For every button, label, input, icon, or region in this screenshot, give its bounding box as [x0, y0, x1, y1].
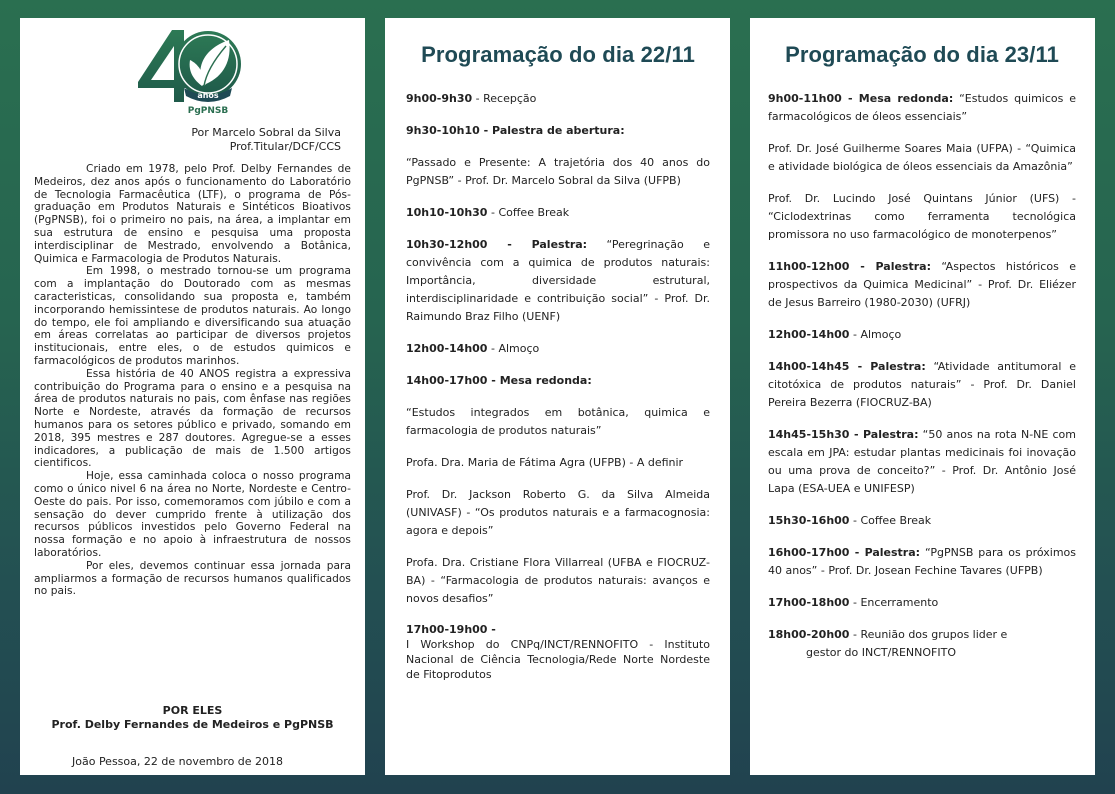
- item-label: Palestra:: [863, 428, 919, 441]
- item-text: “Peregrinação e convivência com a quimica de produtos naturais: Importância, diversidade estrutural, interdisciplinaridade e contribuição social” - Prof. Dr. Raimundo Braz Filho (UENF): [406, 238, 710, 323]
- item-text: Prof. Dr. Lucindo José Quintans Júnior (UFS) - “Ciclodextrinas como ferramenta tecnológica promissora no uso farmacológico de monoterpenos”: [768, 192, 1076, 241]
- item-text: “50 anos na rota N-NE com escala em JPA: estudar plantas medicinais foi inovação ou uma prova de conceito?” - Prof. Dr. Antônio José Lapa (ESA-UEA e UNIFESP): [768, 428, 1076, 495]
- separator: -: [849, 546, 865, 559]
- schedule-item: [406, 454, 710, 472]
- item-label: Palestra:: [864, 546, 921, 559]
- item-text: Almoço: [860, 328, 902, 341]
- item-text: Encerramento: [860, 596, 939, 609]
- schedule-day-23: [750, 18, 1095, 775]
- separator: -: [487, 342, 499, 355]
- schedule-item: [406, 372, 710, 390]
- separator: -: [849, 428, 864, 441]
- item-label: Palestra:: [875, 260, 931, 273]
- time-range: 18h00-20h00: [768, 628, 850, 641]
- item-label: Palestra de abertura:: [492, 124, 625, 137]
- item-text: Recepção: [483, 92, 537, 105]
- paragraph: Hoje, essa caminhada coloca o nosso programa como o único nivel 6 na área no Norte, Nordeste e Centro-Oeste do pais. Por isso, comemoramos com júbilo e com a sensação do dever cumprido frente à utilização dos recursos públicos investidos pelo Governo Federal na nossa formação e no apoio à infraestrutura de nossos laboratórios.: [34, 470, 351, 559]
- item-text: Prof. Dr. José Guilherme Soares Maia (UFPA) - “Quimica e atividade biológica de óleos essenciais da Amazônia”: [768, 142, 1076, 173]
- schedule-item: [406, 486, 710, 540]
- schedule-item: [768, 544, 1076, 580]
- paragraph: Criado em 1978, pelo Prof. Delby Fernandes de Medeiros, dez anos após o funcionamento do Laboratório de Tecnologia Farmacêutica (LTF), o programa de Pós-graduação em Produtos Naturais e Sintéticos Bioativos (PgPNSB), foi o primeiro no pais, na área, a implantar em sua estrutura de ensino e pesquisa uma proposta interdisciplinar de Mestrado, envolvendo a Botânica, Quimica e Farmacologia de Produtos Naturais.: [34, 163, 351, 265]
- schedule-list: [406, 90, 710, 608]
- item-text: Reunião dos grupos lider e: [860, 628, 1008, 641]
- separator: -: [472, 92, 484, 105]
- item-text: Profa. Dra. Maria de Fátima Agra (UFPB) - A definir: [406, 456, 684, 469]
- time-range: 14h00-17h00: [406, 374, 488, 387]
- separator: -: [487, 623, 496, 636]
- svg-text:PgPNSB: PgPNSB: [187, 106, 229, 116]
- history-panel: [20, 18, 365, 775]
- schedule-item: [406, 340, 710, 358]
- byline: [191, 126, 341, 154]
- item-text: “PgPNSB para os próximos 40 anos” - Prof. Dr. Josean Fechine Tavares (UFPB): [768, 546, 1076, 577]
- time-range: 14h45-15h30: [768, 428, 850, 441]
- item-text: Profa. Dra. Cristiane Flora Villarreal (UFBA e FIOCRUZ-BA) - “Farmacologia de produtos naturais: avanços e novos desafios”: [406, 556, 710, 605]
- pgpnsb-40-anos-logo: [134, 24, 254, 116]
- time-range: 12h00-14h00: [406, 342, 488, 355]
- signature-line-2: Prof. Delby Fernandes de Medeiros e PgPNSB: [51, 718, 334, 731]
- schedule-item: [406, 236, 710, 326]
- time-range: 17h00-19h00: [406, 623, 488, 636]
- schedule-item: [406, 404, 710, 440]
- svg-text:anos: anos: [197, 91, 219, 100]
- paragraph: Por eles, devemos continuar essa jornada para ampliarmos a formação de recursos humanos qualificados no pais.: [34, 559, 351, 598]
- item-label: Mesa redonda:: [858, 92, 954, 105]
- time-range: 15h30-16h00: [768, 514, 850, 527]
- schedule-item: [406, 554, 710, 608]
- signature-line-1: POR ELES: [162, 704, 223, 717]
- schedule-day-22: [385, 18, 730, 775]
- time-range: 17h00-18h00: [768, 596, 850, 609]
- time-range: 10h30-12h00: [406, 238, 488, 251]
- item-label: Mesa redonda:: [499, 374, 592, 387]
- schedule-item: [406, 90, 710, 108]
- separator: -: [487, 206, 499, 219]
- history-text: [34, 163, 351, 598]
- schedule-item: [768, 258, 1076, 312]
- item-text: “Aspectos históricos e prospectivos da Quimica Medicinal” - Prof. Dr. Eliézer de Jesus Barreiro (1980-2030) (UFRJ): [768, 260, 1076, 309]
- time-range: 14h00-14h45: [768, 360, 850, 373]
- item-text: “Passado e Presente: A trajetória dos 40 anos do PgPNSB” - Prof. Dr. Marcelo Sobral da Silva (UFPB): [406, 156, 710, 187]
- separator: -: [849, 628, 861, 641]
- schedule-item: [406, 154, 710, 190]
- paragraph: Em 1998, o mestrado tornou-se um programa com a implantação do Doutorado com as mesmas caracteristicas, consolidando sua proposta e, também incorporando hemissintese de produtos naturais. Ao longo do tempo, ele foi ampliando e diversificando sua atuação em áreas correlatas ao participar de diversos projetos institucionais, entre eles, o de estudos quimicos e farmacológicos de produtos marinhos.: [34, 265, 351, 367]
- time-range: 9h00-9h30: [406, 92, 473, 105]
- page-title: Programação do dia 22/11: [421, 42, 695, 67]
- time-range: 11h00-12h00: [768, 260, 850, 273]
- schedule-item: [768, 594, 1076, 612]
- time-range: 16h00-17h00: [768, 546, 850, 559]
- item-text: Coffee Break: [860, 514, 932, 527]
- separator: -: [487, 374, 500, 387]
- separator: -: [841, 92, 859, 105]
- time-range: 9h30-10h10: [406, 124, 480, 137]
- separator: -: [849, 260, 876, 273]
- separator: -: [849, 360, 871, 373]
- time-range: 9h00-11h00: [768, 92, 842, 105]
- schedule-item: [768, 326, 1076, 344]
- schedule-item: [768, 426, 1076, 498]
- item-text: Prof. Dr. Jackson Roberto G. da Silva Almeida (UNIVASF) - “Os produtos naturais e a farmacognosia: agora e depois”: [406, 488, 710, 537]
- byline-author: Por Marcelo Sobral da Silva: [191, 126, 341, 139]
- separator: -: [849, 328, 861, 341]
- time-range: 12h00-14h00: [768, 328, 850, 341]
- item-text: I Workshop do CNPq/INCT/RENNOFITO - Instituto Nacional de Ciência Tecnologia/Rede Norte Nordeste de Fitoprodutos: [406, 638, 710, 681]
- schedule-item: [406, 204, 710, 222]
- separator: -: [487, 238, 532, 251]
- item-text: “Atividade antitumoral e citotóxica de produtos naturais” - Prof. Dr. Daniel Pereira Bezerra (FIOCRUZ-BA): [768, 360, 1076, 409]
- schedule-item: [406, 122, 710, 140]
- separator: -: [479, 124, 493, 137]
- schedule-item: [768, 512, 1076, 530]
- byline-title: Prof.Titular/DCF/CCS: [229, 140, 341, 153]
- item-label: Palestra:: [531, 238, 588, 251]
- schedule-item: [768, 190, 1076, 244]
- schedule-list: [768, 90, 1076, 612]
- separator: -: [849, 514, 861, 527]
- schedule-item: [768, 140, 1076, 176]
- paragraph: Essa história de 40 ANOS registra a expressiva contribuição do Programa para o ensino e a pesquisa na área de produtos naturais no pais, com ênfase nas regiões Norte e Nordeste, através da formação de recursos humanos para os setores público e privado, somando em 2018, 395 mestres e 287 doutores. Agregue-se a esses indicadores, a publicação de mais de 1.500 artigos cientificos.: [34, 367, 351, 470]
- item-label: Palestra:: [870, 360, 926, 373]
- schedule-item: [768, 358, 1076, 412]
- separator: -: [849, 596, 861, 609]
- item-text: Coffee Break: [498, 206, 570, 219]
- item-text: “Estudos integrados em botânica, quimica e farmacologia de produtos naturais”: [406, 406, 710, 437]
- schedule-item: [768, 90, 1076, 126]
- item-text-continued: gestor do INCT/RENNOFITO: [806, 646, 956, 659]
- page-title: Programação do dia 23/11: [785, 42, 1059, 67]
- signature: [20, 704, 365, 732]
- schedule-item-last: [768, 626, 1076, 662]
- schedule-item-workshop: [406, 622, 710, 682]
- item-text: Almoço: [498, 342, 540, 355]
- item-text: “Estudos quimicos e farmacológicos de óleos essenciais”: [768, 92, 1077, 123]
- place-date: João Pessoa, 22 de novembro de 2018: [72, 755, 284, 768]
- time-range: 10h10-10h30: [406, 206, 488, 219]
